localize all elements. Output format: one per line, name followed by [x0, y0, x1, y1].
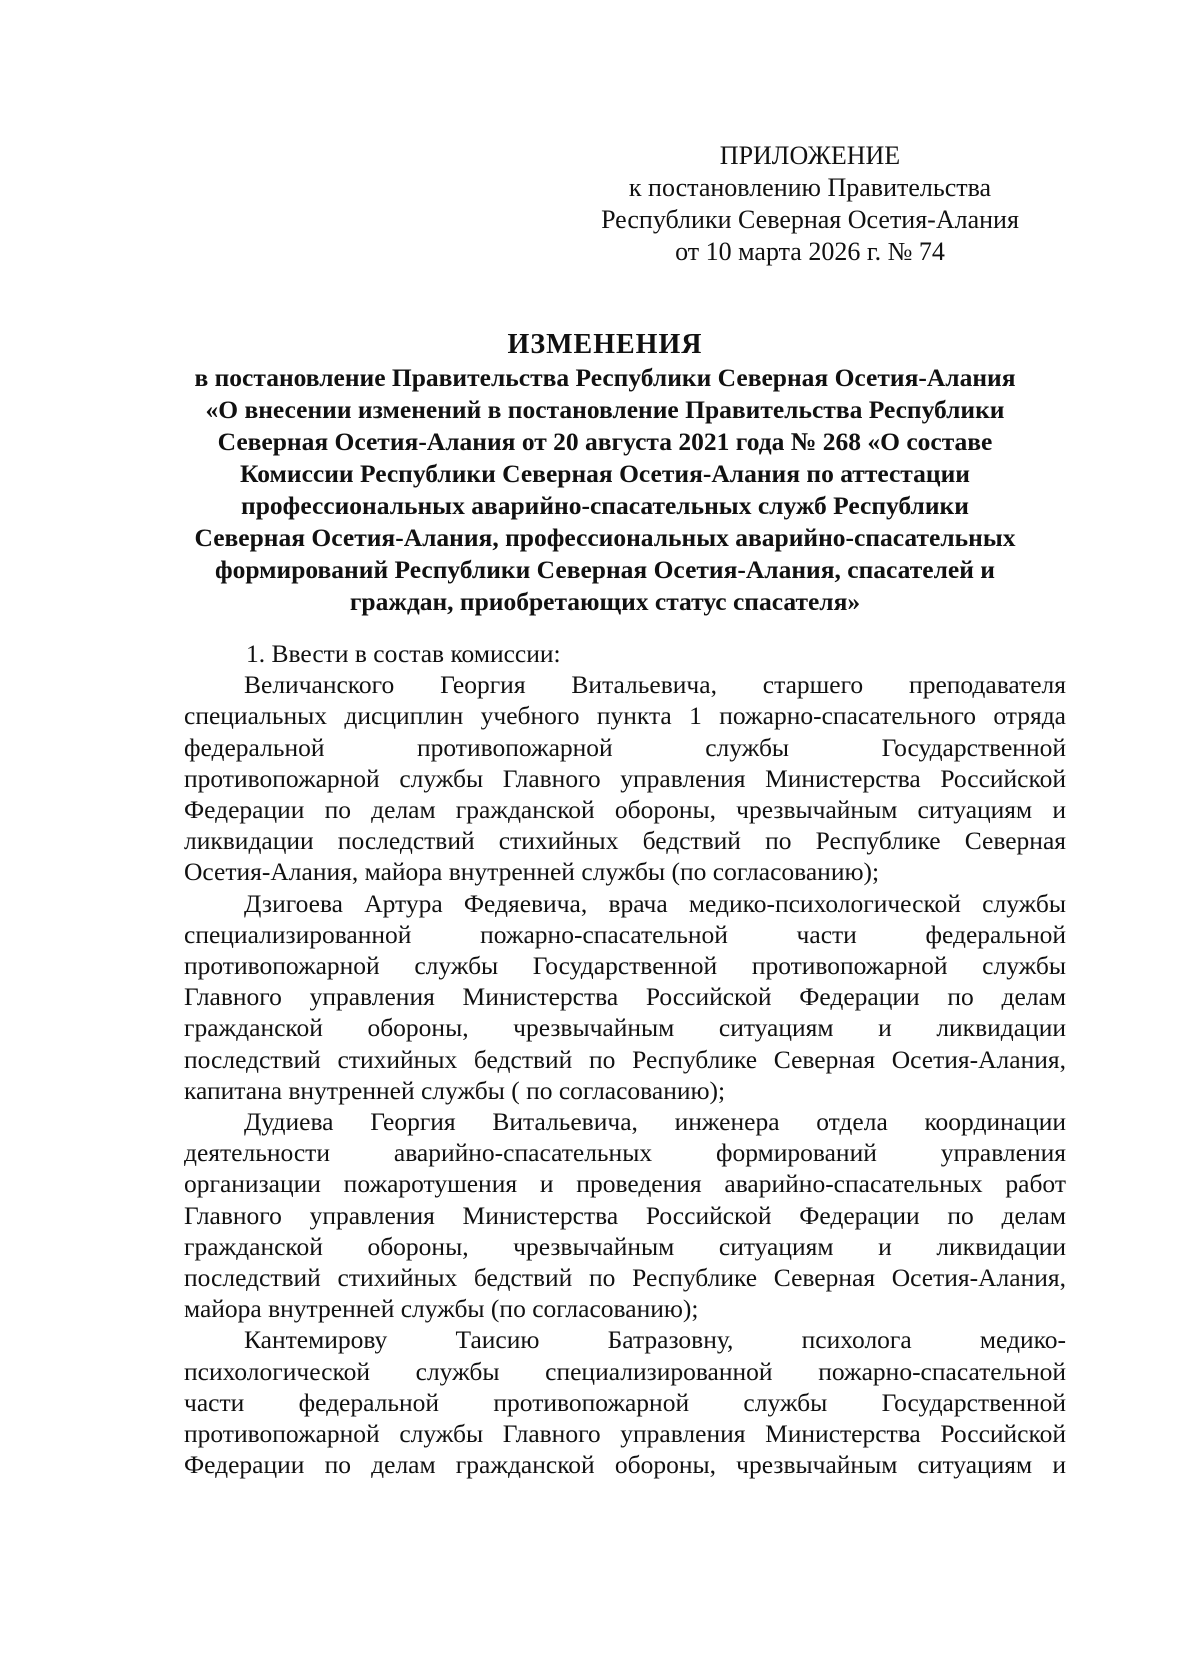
title-line: Комиссии Республики Северная Осетия-Алания по аттестации — [240, 459, 970, 488]
entry-line: федеральной противопожарной службы Государственной — [184, 732, 1066, 762]
entry-line: противопожарной службы Государственной противопожарной службы — [184, 951, 1066, 981]
entry-line: Величанского Георгия Витальевича, старшего преподавателя — [244, 670, 1066, 700]
entry-line: противопожарной службы Главного управления Министерства Российской — [184, 763, 1066, 793]
item-1-heading: 1. Ввести в состав комиссии: — [246, 639, 561, 668]
title-line: Северная Осетия-Алания от 20 августа 2021 года № 268 «О составе — [217, 427, 993, 456]
entry-line: Кантемирову Таисию Батразовну, психолога медико- — [244, 1325, 1066, 1355]
entry-line: психологической службы специализированной пожарно-спасательной — [184, 1356, 1066, 1386]
title-heading: ИЗМЕНЕНИЯ — [507, 329, 703, 360]
entry-line: Дзигоева Артура Федяевича, врача медико-психологической службы — [244, 888, 1066, 918]
document-body — [184, 638, 1066, 1480]
entry-line: специализированной пожарно-спасательной части федеральной — [184, 919, 1066, 949]
entry-line: Осетия-Алания, майора внутренней службы (по согласованию); — [184, 857, 880, 887]
entry-line: организации пожаротушения и проведения аварийно-спасательных работ — [184, 1169, 1066, 1199]
member-entry-dudiev — [184, 1106, 1066, 1324]
entry-line: гражданской обороны, чрезвычайным ситуациям и ликвидации — [184, 1013, 1066, 1043]
member-entry-kantemirova — [184, 1324, 1066, 1480]
appendix-label: ПРИЛОЖЕНИЕ — [719, 141, 901, 170]
appendix-date-number: от 10 марта 2026 г. № 74 — [675, 237, 945, 266]
title-line: профессиональных аварийно-спасательных служб Республики — [241, 491, 969, 520]
entry-line: Главного управления Министерства Российской Федерации по делам — [184, 982, 1066, 1012]
title-line: Северная Осетия-Алания, профессиональных аварийно-спасательных — [194, 523, 1016, 552]
document-title — [140, 328, 1070, 618]
appendix-republic: Республики Северная Осетия-Алания — [601, 205, 1019, 234]
entry-line: майора внутренней службы (по согласованию); — [184, 1294, 699, 1324]
entry-line: Главного управления Министерства Российской Федерации по делам — [184, 1200, 1066, 1230]
entry-line: противопожарной службы Главного управления Министерства Российской — [184, 1419, 1066, 1449]
title-line: формирований Республики Северная Осетия-Алания, спасателей и — [214, 555, 996, 584]
appendix-reference: к постановлению Правительства — [628, 173, 992, 202]
member-entry-dzigoev — [184, 888, 1066, 1106]
title-line: в постановление Правительства Республики Северная Осетия-Алания — [194, 363, 1016, 392]
entry-line: последствий стихийных бедствий по Республике Северная Осетия-Алания, — [184, 1263, 1066, 1293]
entry-line: части федеральной противопожарной службы Государственной — [184, 1387, 1066, 1417]
entry-line: Дудиева Георгия Витальевича, инженера отдела координации — [244, 1107, 1066, 1137]
entry-line: капитана внутренней службы ( по согласованию); — [184, 1075, 726, 1105]
title-line: «О внесении изменений в постановление Правительства Республики — [205, 395, 1005, 424]
entry-line: деятельности аварийно-спасательных формирований управления — [184, 1138, 1066, 1168]
entry-line: ликвидации последствий стихийных бедствий по Республике Северная — [184, 826, 1066, 856]
entry-line: специальных дисциплин учебного пункта 1 пожарно-спасательного отряда — [184, 701, 1066, 731]
member-entry-velichansky — [184, 669, 1066, 887]
entry-line: последствий стихийных бедствий по Республике Северная Осетия-Алания, — [184, 1044, 1066, 1074]
entry-line: гражданской обороны, чрезвычайным ситуациям и ликвидации — [184, 1231, 1066, 1261]
entry-line: Федерации по делам гражданской обороны, чрезвычайным ситуациям и — [184, 1450, 1066, 1480]
appendix-block — [560, 140, 1060, 268]
title-line: граждан, приобретающих статус спасателя» — [349, 587, 861, 616]
entry-line: Федерации по делам гражданской обороны, чрезвычайным ситуациям и — [184, 795, 1066, 825]
